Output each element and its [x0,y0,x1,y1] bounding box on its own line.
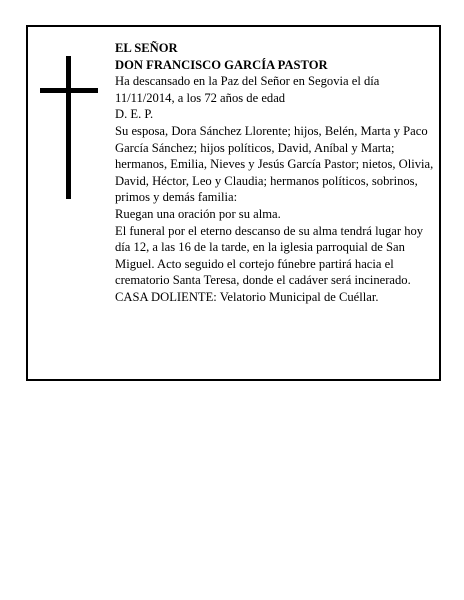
rip-text: D. E. P. [115,107,154,122]
prayer-request: Ruegan una oración por su alma. [115,206,281,221]
deceased-name: DON FRANCISCO GARCÍA PASTOR [115,57,328,72]
obituary-text [115,40,437,306]
cross-icon [40,56,98,199]
funeral-details: El funeral por el eterno descanso de su alma tendrá lugar hoy día 12, a las 16 de la tarde, en la iglesia parroquial de San Miguel. Acto seguido el cortejo fúnebre partirá hacia el crematorio Santa Teresa, donde el cadáver será incinerado. [115,223,424,288]
family-list: Su esposa, Dora Sánchez Llorente; hijos, Belén, Marta y Paco García Sánchez; hijos políticos, David, Aníbal y Marta; hermanos, Emilia, Nieves y Jesús García Pastor; nietos, Olivia, David, Héctor, Leo y Claudia; hermanos políticos, sobrinos, primos y demás familia: [115,123,434,205]
cross-horizontal-bar [40,88,98,93]
cross-vertical-bar [66,56,71,199]
heading-line-1: EL SEÑOR [115,41,178,55]
obituary-notice [26,25,441,381]
death-statement: Ha descansado en la Paz del Señor en Segovia el día 11/11/2014, a los 72 años de edad [115,74,380,105]
wake-location: CASA DOLIENTE: Velatorio Municipal de Cuéllar. [115,289,379,304]
